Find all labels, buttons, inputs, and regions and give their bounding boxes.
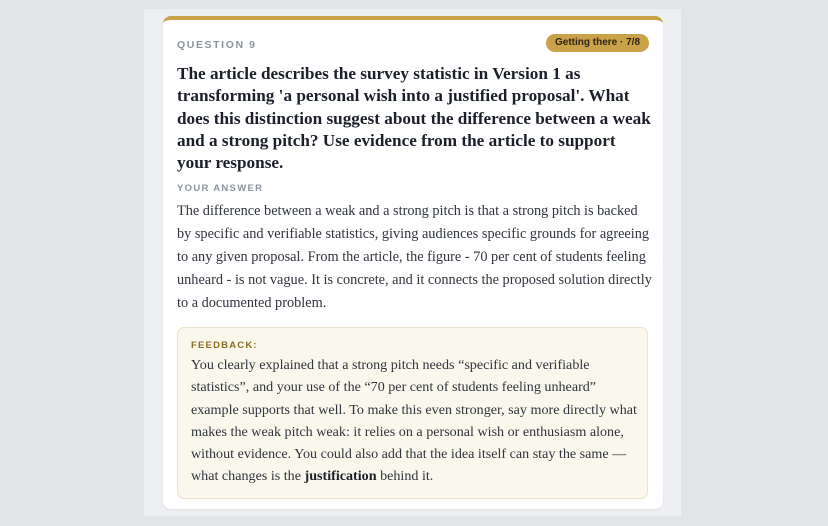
feedback-label: FEEDBACK: — [191, 340, 258, 351]
your-answer-label: YOUR ANSWER — [177, 183, 264, 194]
question-number-label: QUESTION 9 — [177, 39, 257, 51]
feedback-box — [177, 327, 648, 499]
question-text: The article describes the survey statistic in Version 1 as transforming 'a personal wish into a justified proposal'. What does this distinction suggest about the difference between a weak and a strong pitch? Use evidence from the article to support your response. — [177, 64, 651, 173]
feedback-text — [191, 354, 641, 488]
feedback-emphasis: justification — [304, 468, 377, 485]
question-card — [163, 16, 663, 509]
feedback-text-start: You clearly explained that a strong pitch needs “specific and verifiable statistics”, and your use of the “70 per cent of students feeling unheard” example supports that well. To make this even stronger, say more directly what makes the weak pitch weak: it relies on a personal wish or enthusiasm alone, without evidence. You could also add that the idea itself can stay the same — what changes is the — [191, 357, 637, 485]
feedback-text-end: behind it. — [376, 468, 434, 485]
answer-text: The difference between a weak and a strong pitch is that a strong pitch is backed by specific and verifiable statistics, giving audiences specific grounds for agreeing to any given proposal. From the article, the figure - 70 per cent of students feeling unheard - is not vague. It is concrete, and it connects the proposed solution directly to a documented problem. — [177, 203, 652, 311]
progress-badge: Getting there · 7/8 — [546, 34, 649, 52]
